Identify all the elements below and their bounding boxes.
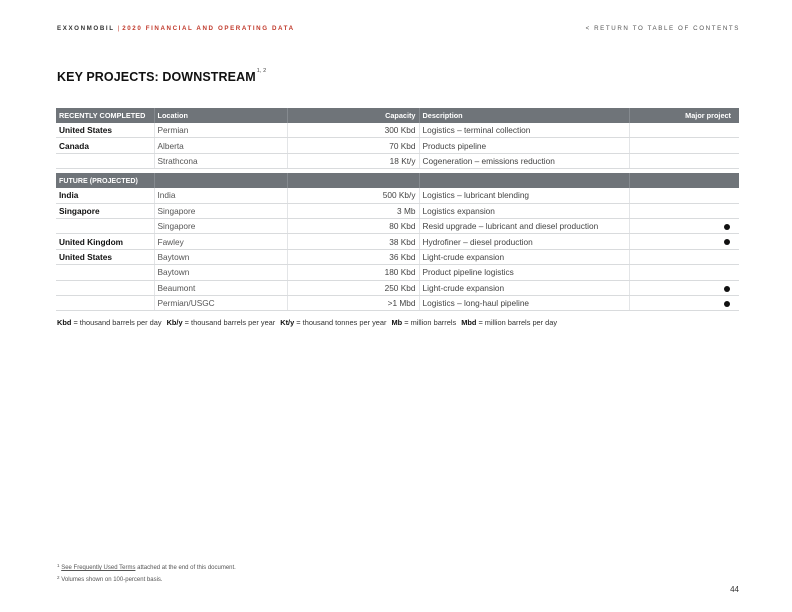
page-header [57, 25, 740, 37]
country-cell [56, 153, 154, 168]
major-project-dot-icon [724, 224, 730, 230]
legend-item [57, 318, 162, 327]
capacity-cell: 36 Kbd [287, 249, 419, 264]
description-cell: Logistics – long-haul pipeline [419, 295, 629, 310]
table-row [56, 203, 739, 218]
table-header-row [56, 108, 739, 123]
location-cell: Baytown [154, 249, 287, 264]
country-cell [56, 265, 154, 280]
major-project-cell [629, 265, 739, 280]
table-row [56, 265, 739, 280]
legend-abbr: Kt/y [280, 318, 295, 327]
major-project-cell [629, 234, 739, 249]
capacity-cell: 80 Kbd [287, 218, 419, 233]
footnote-1-text: attached at the end of this document. [135, 565, 236, 571]
units-legend [57, 318, 562, 327]
location-cell: Permian [154, 123, 287, 138]
table-row [56, 295, 739, 310]
capacity-cell: 18 Kt/y [287, 153, 419, 168]
major-project-cell [629, 280, 739, 295]
description-cell: Logistics – terminal collection [419, 123, 629, 138]
page-number: 44 [730, 585, 739, 594]
future-projects-body [56, 188, 739, 311]
legend-item [280, 318, 386, 327]
legend-abbr: Kbd [57, 318, 72, 327]
country-cell: United States [56, 123, 154, 138]
major-project-cell [629, 249, 739, 264]
location-cell: Permian/USGC [154, 295, 287, 310]
legend-meaning: = thousand barrels per year [184, 318, 276, 327]
table-row [56, 249, 739, 264]
future-section-header [56, 173, 739, 188]
country-cell: Singapore [56, 203, 154, 218]
major-project-cell [629, 153, 739, 168]
country-cell [56, 295, 154, 310]
country-cell [56, 280, 154, 295]
description-cell: Cogeneration – emissions reduction [419, 153, 629, 168]
header-separator: | [117, 25, 120, 32]
location-cell: India [154, 188, 287, 203]
legend-abbr: Mb [391, 318, 403, 327]
table-row [56, 153, 739, 168]
capacity-cell: 250 Kbd [287, 280, 419, 295]
location-cell: Strathcona [154, 153, 287, 168]
location-cell: Fawley [154, 234, 287, 249]
major-project-dot-icon [724, 239, 730, 245]
footnote-2-mark: 2 [57, 575, 60, 580]
table-row [56, 123, 739, 138]
brand-name: EXXONMOBIL [57, 25, 115, 32]
country-cell: Canada [56, 138, 154, 153]
header-major-project: Major project [629, 108, 739, 123]
table-row [56, 234, 739, 249]
description-cell: Light-crude expansion [419, 280, 629, 295]
title-footnote-ref: 1, 2 [256, 68, 267, 74]
major-project-cell [629, 295, 739, 310]
footnote-1 [57, 561, 236, 573]
capacity-cell: 38 Kbd [287, 234, 419, 249]
legend-item [461, 318, 557, 327]
header-description: Description [419, 108, 629, 123]
footnote-1-mark: 1 [57, 563, 60, 568]
report-subtitle: 2020 FINANCIAL AND OPERATING DATA [122, 25, 295, 32]
capacity-cell: 3 Mb [287, 203, 419, 218]
description-cell: Resid upgrade – lubricant and diesel production [419, 218, 629, 233]
capacity-cell: 70 Kbd [287, 138, 419, 153]
location-cell: Singapore [154, 203, 287, 218]
description-cell: Hydrofiner – diesel production [419, 234, 629, 249]
capacity-cell: 500 Kb/y [287, 188, 419, 203]
description-cell: Logistics – lubricant blending [419, 188, 629, 203]
major-project-cell [629, 203, 739, 218]
table-row [56, 188, 739, 203]
capacity-cell: 300 Kbd [287, 123, 419, 138]
future-section-body [56, 169, 739, 189]
table-row [56, 280, 739, 295]
major-project-cell [629, 218, 739, 233]
footnotes [57, 561, 236, 585]
country-cell: United Kingdom [56, 234, 154, 249]
major-project-cell [629, 138, 739, 153]
description-cell: Logistics expansion [419, 203, 629, 218]
legend-abbr: Kb/y [166, 318, 183, 327]
page-title-text: KEY PROJECTS: DOWNSTREAM [57, 70, 256, 84]
legend-item [391, 318, 456, 327]
recent-projects-body [56, 123, 739, 169]
description-cell: Light-crude expansion [419, 249, 629, 264]
location-cell: Alberta [154, 138, 287, 153]
major-project-dot-icon [724, 286, 730, 292]
legend-meaning: = million barrels [404, 318, 457, 327]
major-project-cell [629, 123, 739, 138]
footnote-2-text: Volumes shown on 100-percent basis. [61, 577, 163, 583]
return-to-toc-link[interactable]: < RETURN TO TABLE OF CONTENTS [585, 25, 740, 32]
capacity-cell: >1 Mbd [287, 295, 419, 310]
major-project-cell [629, 188, 739, 203]
location-cell: Singapore [154, 218, 287, 233]
country-cell [56, 218, 154, 233]
major-project-dot-icon [724, 301, 730, 307]
capacity-cell: 180 Kbd [287, 265, 419, 280]
footnote-2 [57, 573, 236, 585]
downstream-projects-table [56, 108, 739, 311]
future-section-label: FUTURE (PROJECTED) [56, 173, 154, 188]
description-cell: Product pipeline logistics [419, 265, 629, 280]
description-cell: Products pipeline [419, 138, 629, 153]
legend-abbr: Mbd [461, 318, 477, 327]
header-capacity: Capacity [287, 108, 419, 123]
table-row [56, 138, 739, 153]
header-brand-line [57, 25, 295, 32]
country-cell: United States [56, 249, 154, 264]
header-recently-completed: RECENTLY COMPLETED [56, 108, 154, 123]
header-location: Location [154, 108, 287, 123]
legend-meaning: = million barrels per day [478, 318, 558, 327]
location-cell: Baytown [154, 265, 287, 280]
legend-item [167, 318, 276, 327]
country-cell: India [56, 188, 154, 203]
location-cell: Beaumont [154, 280, 287, 295]
legend-meaning: = thousand tonnes per year [296, 318, 387, 327]
legend-meaning: = thousand barrels per day [73, 318, 162, 327]
page-title [57, 68, 266, 84]
table-row [56, 218, 739, 233]
frequently-used-terms-link[interactable]: See Frequently Used Terms [61, 565, 136, 571]
